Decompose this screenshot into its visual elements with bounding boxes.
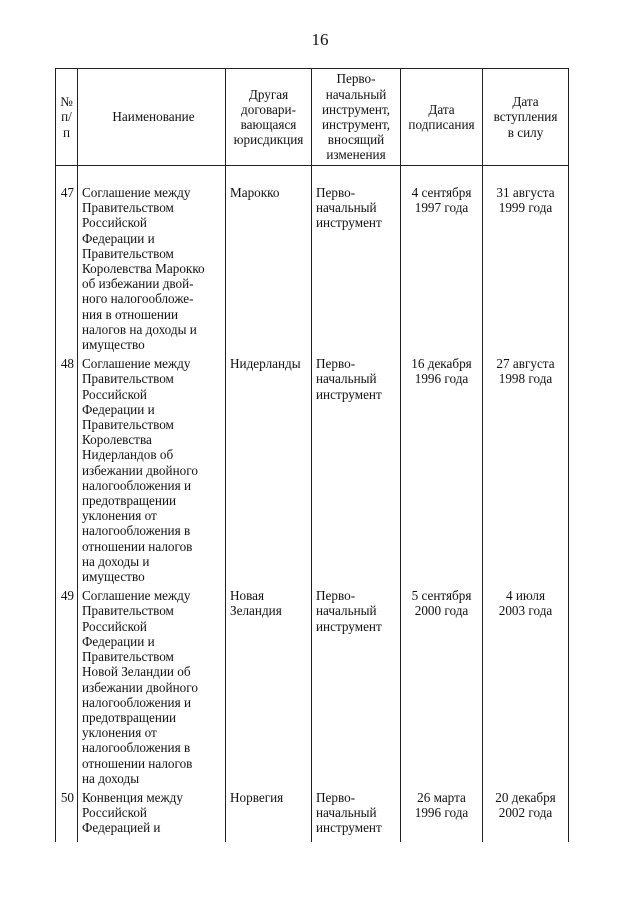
row-effective-date: 31 августа 1999 года: [483, 185, 569, 356]
table-row: [56, 185, 569, 356]
row-jurisdiction: Новая Зеландия: [226, 588, 312, 790]
row-jurisdiction: Нидерланды: [226, 356, 312, 588]
row-name: Соглашение между Правительством Российской Федерации и Правительством Королевства Марокко об избежании двой- ного налогообложе- ния в отношении налогов на доходы и имущество: [78, 185, 226, 356]
row-effective-date: 4 июля 2003 года: [483, 588, 569, 790]
row-sign-date: 26 марта 1996 года: [401, 790, 483, 842]
row-sign-date: 16 декабря 1996 года: [401, 356, 483, 588]
treaty-table: [55, 68, 569, 842]
table-header-row: [56, 69, 569, 166]
header-sign-date: Дата подписания: [401, 69, 483, 166]
row-instrument: Перво- начальный инструмент: [312, 356, 401, 588]
header-jurisdiction: Другая договари- вающаяся юрисдикция: [226, 69, 312, 166]
row-name: Конвенция между Российской Федерацией и: [78, 790, 226, 842]
row-sign-date: 5 сентября 2000 года: [401, 588, 483, 790]
table-row: [56, 588, 569, 790]
header-instrument: Перво- начальный инструмент, инструмент, вносящий изменения: [312, 69, 401, 166]
row-instrument: Перво- начальный инструмент: [312, 790, 401, 842]
row-jurisdiction: Марокко: [226, 185, 312, 356]
header-effective-date: Дата вступления в силу: [483, 69, 569, 166]
header-name: Наименование: [78, 69, 226, 166]
table-row: [56, 356, 569, 588]
row-jurisdiction: Норвегия: [226, 790, 312, 842]
row-effective-date: 27 августа 1998 года: [483, 356, 569, 588]
row-number: 47: [56, 185, 78, 356]
row-number: 50: [56, 790, 78, 842]
row-instrument: Перво- начальный инструмент: [312, 588, 401, 790]
row-name: Соглашение между Правительством Российской Федерации и Правительством Королевства Нидерландов об избежании двойного налогообложения и предотвращении уклонения от налогообложения в отношении налогов на доходы и имущество: [78, 356, 226, 588]
header-no: № п/п: [56, 69, 78, 166]
table-spacer-row: [56, 166, 569, 186]
row-number: 48: [56, 356, 78, 588]
row-name: Соглашение между Правительством Российской Федерации и Правительством Новой Зеландии об избежании двойного налогообложения и предотвращении уклонения от налогообложения в отношении налогов на доходы: [78, 588, 226, 790]
row-instrument: Перво- начальный инструмент: [312, 185, 401, 356]
row-sign-date: 4 сентября 1997 года: [401, 185, 483, 356]
page-number: 16: [311, 30, 329, 49]
table-row: [56, 790, 569, 842]
row-number: 49: [56, 588, 78, 790]
row-effective-date: 20 декабря 2002 года: [483, 790, 569, 842]
